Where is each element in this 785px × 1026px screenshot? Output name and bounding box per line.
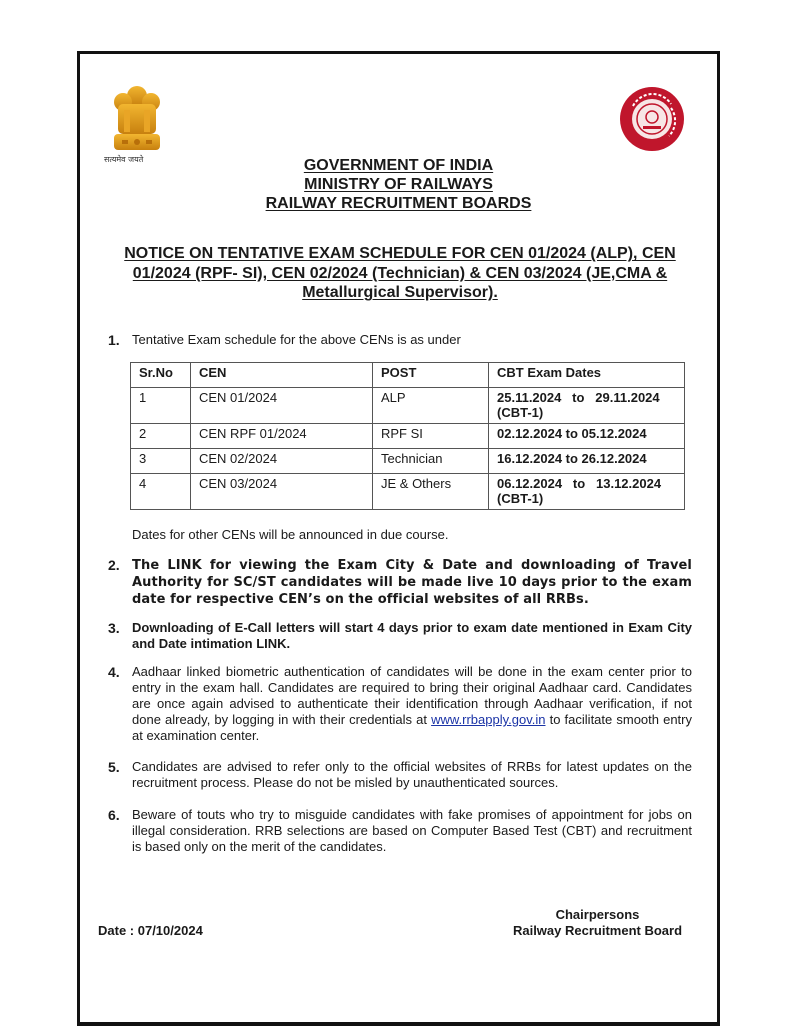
- cell-cen: CEN 03/2024: [191, 474, 373, 510]
- notice-item-5: [108, 759, 692, 791]
- signatory-org: Railway Recruitment Board: [512, 923, 683, 938]
- header-board: RAILWAY RECRUITMENT BOARDS: [265, 195, 532, 212]
- cell-cen: CEN 02/2024: [191, 449, 373, 474]
- table-row: [131, 388, 685, 424]
- item-text: Downloading of E-Call letters will start 4 days prior to exam date mentioned in Exam City and Date intimation LINK.: [132, 620, 692, 651]
- item-number: 6.: [108, 807, 120, 823]
- header-government: GOVERNMENT OF INDIA: [303, 157, 494, 174]
- emblem-motto: सत्यमेव जयते: [104, 155, 144, 164]
- cell-dates: 02.12.2024 to 05.12.2024: [489, 424, 685, 449]
- indian-railways-logo-icon: [619, 86, 685, 152]
- table-row: [131, 474, 685, 510]
- item-number: 5.: [108, 759, 120, 775]
- cell-sr: 4: [131, 474, 191, 510]
- item-number: 4.: [108, 664, 120, 680]
- item-number: 1.: [108, 332, 120, 348]
- table-note: Dates for other CENs will be announced in due course.: [132, 527, 449, 542]
- cell-sr: 2: [131, 424, 191, 449]
- notice-item-3: [108, 620, 692, 652]
- notice-date: Date : 07/10/2024: [98, 923, 203, 938]
- table-row: [131, 449, 685, 474]
- notice-title: NOTICE ON TENTATIVE EXAM SCHEDULE FOR CEN 01/2024 (ALP), CEN 01/2024 (RPF- SI), CEN 02/2024 (Technician) & CEN 03/2024 (JE,CMA & Metallurgical Supervisor).: [124, 245, 676, 301]
- header-post: POST: [373, 363, 489, 388]
- table-row: [131, 424, 685, 449]
- header-sr-no: Sr.No: [131, 363, 191, 388]
- cell-post: JE & Others: [373, 474, 489, 510]
- item-text: [132, 664, 692, 744]
- notice-item-6: [108, 807, 692, 855]
- rrbapply-link[interactable]: www.rrbapply.gov.in: [431, 712, 546, 727]
- cell-dates: 06.12.2024 to 13.12.2024 (CBT-1): [489, 474, 685, 510]
- item-text: Candidates are advised to refer only to the official websites of RRBs for latest updates on the recruitment process. Please do not be misled by unauthenticated sources.: [132, 759, 692, 790]
- cell-sr: 1: [131, 388, 191, 424]
- cell-post: ALP: [373, 388, 489, 424]
- cell-cen: CEN RPF 01/2024: [191, 424, 373, 449]
- national-emblem-icon: [106, 82, 168, 164]
- signatory-title: Chairpersons: [555, 907, 640, 922]
- notice-item-4: [108, 664, 692, 744]
- cell-post: RPF SI: [373, 424, 489, 449]
- header-ministry: MINISTRY OF RAILWAYS: [304, 176, 493, 193]
- cell-sr: 3: [131, 449, 191, 474]
- item-text: Beware of touts who try to misguide candidates with fake promises of appointment for jobs on illegal consideration. RRB selections are based on Computer Based Test (CBT) and recruitment is based only on the merit of the candidates.: [132, 807, 692, 854]
- item-text-part: to facilitate smooth entry at examination center.: [132, 712, 693, 743]
- notice-item-1: [108, 332, 692, 348]
- document-header: [77, 156, 720, 213]
- item-number: 3.: [108, 620, 120, 636]
- cell-post: Technician: [373, 449, 489, 474]
- signature-block: [505, 907, 690, 939]
- cell-dates: 16.12.2024 to 26.12.2024: [489, 449, 685, 474]
- header-cbt-dates: CBT Exam Dates: [489, 363, 685, 388]
- header-cen: CEN: [191, 363, 373, 388]
- item-number: 2.: [108, 557, 120, 573]
- cell-dates: 25.11.2024 to 29.11.2024 (CBT-1): [489, 388, 685, 424]
- cell-cen: CEN 01/2024: [191, 388, 373, 424]
- item-text-part: Aadhaar linked biometric authentication of candidates will be done in the exam center prior to entry in the exam hall. Candidates are required to bring their original Aadhaar card. Candidates are once again advised to authenticate their identification through Aadhaar verification, if not done already, by logging in with their credentials at: [132, 664, 692, 727]
- exam-schedule-table: [130, 362, 685, 510]
- item-text: Tentative Exam schedule for the above CENs is as under: [132, 332, 461, 347]
- notice-item-2: [108, 557, 692, 608]
- table-header-row: [131, 363, 685, 388]
- item-text: The LINK for viewing the Exam City & Date and downloading of Travel Authority for SC/ST candidates will be made live 10 days prior to the exam date for respective CEN’s on the official websites of all RRBs.: [132, 558, 692, 607]
